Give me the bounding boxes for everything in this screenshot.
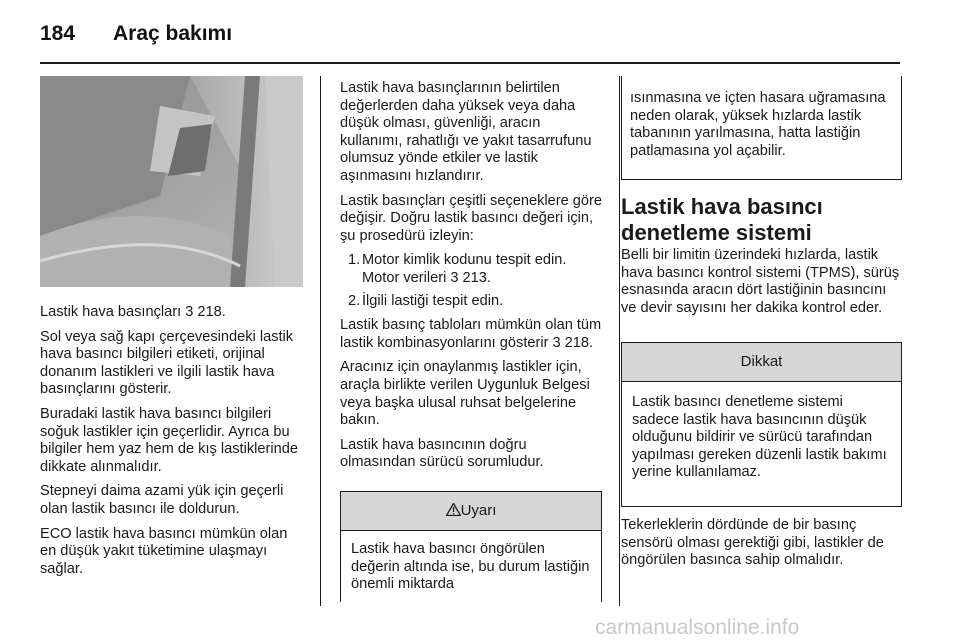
- paragraph: Lastik basınç tabloları mümkün olan tüm lastik kombinasyonlarını gösterir 3 218.: [340, 317, 602, 351]
- paragraph: Belli bir limitin üzerindeki hızlarda, lastik hava basıncı kontrol sistemi (TPMS), sürüş esnasında aracın dört lastiğinin basıncını ve devir sayısını her dakika kontrol eder.: [621, 247, 900, 316]
- list-item: [340, 293, 602, 311]
- warning-body: [341, 531, 601, 594]
- warning-text-continued: ısınmasına ve içten hasara uğramasına neden olarak, yüksek hızlarda lastik tabanının yarılmasına, hatta lastiğin patlamasına yol açabilir.: [630, 90, 886, 159]
- warning-text: Lastik hava basıncı öngörülen değerin altında ise, bu durum lastiğin önemli miktarda: [351, 541, 590, 593]
- step-text: İlgili lastiği tespit edin.: [362, 292, 504, 309]
- warning-title: Uyarı: [460, 502, 497, 519]
- notice-header: [622, 343, 901, 382]
- paragraph: Lastik hava basıncının doğru olmasından sürücü sorumludur.: [340, 436, 544, 471]
- paragraph: Buradaki lastik hava basıncı bilgileri soğuk lastikler için geçerlidir. Ayrıca bu bilgiler hem yaz hem de kış lastiklerinde dikkate alınmalıdır.: [40, 405, 298, 475]
- warning-box: [340, 491, 602, 602]
- section-heading-line: Lastik hava basıncı: [621, 194, 823, 219]
- step-reference: Motor verileri 3 213.: [362, 269, 491, 286]
- procedure-steps: [340, 252, 602, 310]
- paragraph: Aracınız için onaylanmış lastikler için, araçla birlikte verilen Uygunluk Belgesi veya başka ulusal ruhsat belgelerine bakın.: [340, 359, 590, 429]
- paragraph: Lastik basınçları çeşitli seçeneklere göre değişir. Doğru lastik basıncı değeri için, şu prosedürü izleyin:: [340, 192, 603, 244]
- page-number: 184: [40, 22, 76, 45]
- column-divider: [320, 76, 321, 606]
- page-title: Araç bakımı: [113, 22, 233, 45]
- paragraph: ECO lastik hava basıncı mümkün olan en düşük yakıt tüketimine ulaşmayı sağlar.: [40, 525, 288, 577]
- paragraph: Tekerleklerin dördünde de bir basınç sensörü olması gerektiği gibi, lastikler de öngörülen basınca sahip olmalıdır.: [621, 517, 884, 569]
- notice-box: [621, 342, 902, 507]
- column-1: [40, 304, 304, 585]
- column-divider: [619, 76, 620, 606]
- section-intro: [621, 247, 903, 324]
- door-frame-tire-label-photo-icon: [40, 76, 303, 287]
- watermark: carmanualsonline.info: [595, 616, 800, 639]
- notice-text: Lastik basıncı denetleme sistemi sadece lastik hava basıncının düşük olduğunu bildirir ve sürücü tarafından yapılması gereken düzenli lastik bakımı yerine kullanılamaz.: [632, 394, 887, 481]
- notice-title: Dikkat: [740, 353, 783, 370]
- paragraph: Stepneyi daima azami yük için geçerli olan lastik basıncı ile doldurun.: [40, 483, 284, 517]
- step-number: 1.: [348, 252, 361, 269]
- list-item: [340, 252, 602, 287]
- header-rule: [40, 62, 900, 64]
- warning-header: [341, 492, 601, 531]
- warning-triangle-icon: [446, 493, 461, 531]
- door-frame-photo: [40, 76, 303, 287]
- section-heading: [621, 194, 823, 246]
- section-heading-line: denetleme sistemi: [621, 220, 812, 245]
- warning-box-continued: [621, 76, 902, 180]
- paragraph: Sol veya sağ kapı çerçevesindeki lastik hava basıncı bilgileri etiketi, orijinal donanım lastikleri ve ilgili lastik hava basınçlarını gösterir.: [40, 328, 294, 398]
- notice-body: [622, 382, 901, 482]
- step-number: 2.: [348, 292, 361, 309]
- step-text: Motor kimlik kodunu tespit edin.: [362, 252, 567, 269]
- paragraph: Lastik hava basınçlarının belirtilen değerlerden daha yüksek veya daha düşük olması, güvenliği, aracın kullanımı, rahatlığı ve yakıt tasarrufunu olumsuz yönde etkiler ve lastik aşınmasını hızlandırır.: [340, 80, 592, 184]
- paragraph: Lastik hava basınçları 3 218.: [40, 304, 226, 320]
- column-3-end: [621, 517, 905, 577]
- column-2: [340, 80, 602, 479]
- warning-body: [622, 76, 901, 160]
